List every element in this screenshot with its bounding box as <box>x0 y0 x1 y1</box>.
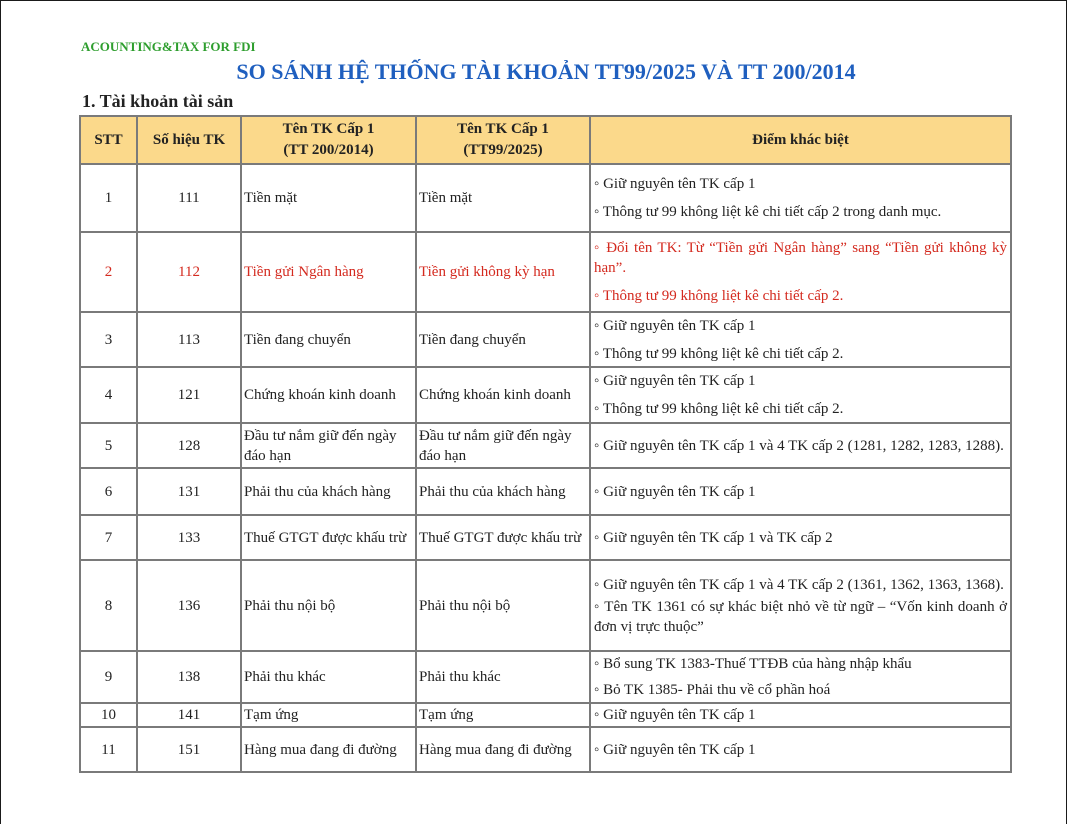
difference-item: ◦ Giữ nguyên tên TK cấp 1 <box>594 176 756 192</box>
cell-old-name: Thuế GTGT được khấu trừ <box>241 515 416 560</box>
header-stt: STT <box>80 116 137 164</box>
difference-item: ◦ Giữ nguyên tên TK cấp 1 <box>594 741 756 758</box>
cell-new-name: Hàng mua đang đi đường <box>416 727 590 772</box>
header-differences: Điểm khác biệt <box>590 116 1011 164</box>
cell-differences <box>590 164 1011 232</box>
section-heading: 1. Tài khoản tài sản <box>82 91 234 111</box>
cell-stt: 2 <box>80 232 137 312</box>
difference-item: ◦ Thông tư 99 không liệt kê chi tiết cấp 2. <box>594 345 844 362</box>
cell-account-code: 151 <box>137 727 241 772</box>
table-row <box>80 727 1011 772</box>
difference-item: ◦ Thông tư 99 không liệt kê chi tiết cấp 2. <box>594 401 844 417</box>
table-row <box>80 703 1011 727</box>
cell-old-name: Tiền mặt <box>241 164 416 232</box>
cell-old-name: Chứng khoán kinh doanh <box>241 367 416 423</box>
difference-item: ◦ Bỏ TK 1385- Phải thu về cổ phần hoá <box>594 682 831 698</box>
cell-new-name: Đầu tư nắm giữ đến ngày đáo hạn <box>416 423 590 468</box>
cell-differences <box>590 727 1011 772</box>
cell-differences <box>590 651 1011 703</box>
cell-stt: 1 <box>80 164 137 232</box>
cell-old-name: Tạm ứng <box>241 703 416 727</box>
cell-stt: 10 <box>80 703 137 727</box>
table-row-highlighted <box>80 232 1011 312</box>
account-comparison-table <box>79 115 1012 773</box>
cell-account-code: 112 <box>137 232 241 312</box>
cell-stt: 8 <box>80 560 137 651</box>
difference-item: ◦ Đổi tên TK: Từ “Tiền gửi Ngân hàng” sang “Tiền gửi không kỳ hạn”. <box>594 240 1007 276</box>
difference-item: ◦ Giữ nguyên tên TK cấp 1 <box>594 317 756 334</box>
cell-account-code: 131 <box>137 468 241 515</box>
cell-old-name: Đầu tư nắm giữ đến ngày đáo hạn <box>241 423 416 468</box>
cell-old-name: Tiền gửi Ngân hàng <box>241 232 416 312</box>
cell-differences <box>590 232 1011 312</box>
cell-new-name: Tiền đang chuyển <box>416 312 590 367</box>
cell-stt: 11 <box>80 727 137 772</box>
cell-new-name: Phải thu khác <box>416 651 590 703</box>
brand-label: ACOUNTING&TAX FOR FDI <box>81 39 256 54</box>
cell-account-code: 136 <box>137 560 241 651</box>
cell-old-name: Hàng mua đang đi đường <box>241 727 416 772</box>
cell-account-code: 141 <box>137 703 241 727</box>
table-row <box>80 651 1011 703</box>
cell-stt: 4 <box>80 367 137 423</box>
cell-differences <box>590 367 1011 423</box>
difference-item: ◦ Bổ sung TK 1383-Thuế TTĐB của hàng nhập khẩu <box>594 656 912 672</box>
cell-account-code: 138 <box>137 651 241 703</box>
header-account-code: Số hiệu TK <box>137 116 241 164</box>
difference-item: ◦ Giữ nguyên tên TK cấp 1 <box>594 707 756 723</box>
cell-differences <box>590 468 1011 515</box>
cell-differences <box>590 312 1011 367</box>
table-row <box>80 468 1011 515</box>
difference-item: ◦ Giữ nguyên tên TK cấp 1 <box>594 483 756 500</box>
cell-old-name: Phải thu của khách hàng <box>241 468 416 515</box>
cell-new-name: Phải thu của khách hàng <box>416 468 590 515</box>
cell-account-code: 133 <box>137 515 241 560</box>
cell-new-name: Chứng khoán kinh doanh <box>416 367 590 423</box>
cell-new-name: Phải thu nội bộ <box>416 560 590 651</box>
cell-stt: 3 <box>80 312 137 367</box>
cell-new-name: Thuế GTGT được khấu trừ <box>416 515 590 560</box>
cell-account-code: 111 <box>137 164 241 232</box>
table-row <box>80 423 1011 468</box>
table-row <box>80 560 1011 651</box>
cell-stt: 9 <box>80 651 137 703</box>
table-row <box>80 515 1011 560</box>
cell-old-name: Phải thu khác <box>241 651 416 703</box>
table-row <box>80 367 1011 423</box>
difference-item: ◦ Giữ nguyên tên TK cấp 1 và 4 TK cấp 2 (1281, 1282, 1283, 1288). <box>594 437 1004 454</box>
cell-new-name: Tạm ứng <box>416 703 590 727</box>
difference-item: ◦ Tên TK 1361 có sự khác biệt nhỏ về từ ngữ – “Vốn kinh doanh ở đơn vị trực thuộc” <box>594 598 1007 635</box>
cell-account-code: 121 <box>137 367 241 423</box>
difference-item: ◦ Giữ nguyên tên TK cấp 1 và TK cấp 2 <box>594 529 833 546</box>
cell-new-name: Tiền gửi không kỳ hạn <box>416 232 590 312</box>
table-row <box>80 164 1011 232</box>
cell-stt: 5 <box>80 423 137 468</box>
header-old-name: Tên TK Cấp 1 (TT 200/2014) <box>241 116 416 164</box>
table-row <box>80 312 1011 367</box>
cell-account-code: 128 <box>137 423 241 468</box>
difference-item: ◦ Thông tư 99 không liệt kê chi tiết cấp 2. <box>594 288 844 304</box>
cell-stt: 6 <box>80 468 137 515</box>
cell-differences <box>590 515 1011 560</box>
cell-differences <box>590 560 1011 651</box>
difference-item: ◦ Giữ nguyên tên TK cấp 1 và 4 TK cấp 2 (1361, 1362, 1363, 1368). <box>594 576 1004 593</box>
difference-item: ◦ Giữ nguyên tên TK cấp 1 <box>594 373 756 389</box>
cell-old-name: Phải thu nội bộ <box>241 560 416 651</box>
cell-differences <box>590 423 1011 468</box>
table-header-row <box>80 116 1011 164</box>
header-new-name: Tên TK Cấp 1 (TT99/2025) <box>416 116 590 164</box>
cell-stt: 7 <box>80 515 137 560</box>
cell-differences <box>590 703 1011 727</box>
page-title: SO SÁNH HỆ THỐNG TÀI KHOẢN TT99/2025 VÀ TT 200/2014 <box>236 59 856 84</box>
cell-account-code: 113 <box>137 312 241 367</box>
cell-old-name: Tiền đang chuyển <box>241 312 416 367</box>
cell-new-name: Tiền mặt <box>416 164 590 232</box>
difference-item: ◦ Thông tư 99 không liệt kê chi tiết cấp 2 trong danh mục. <box>594 204 942 220</box>
